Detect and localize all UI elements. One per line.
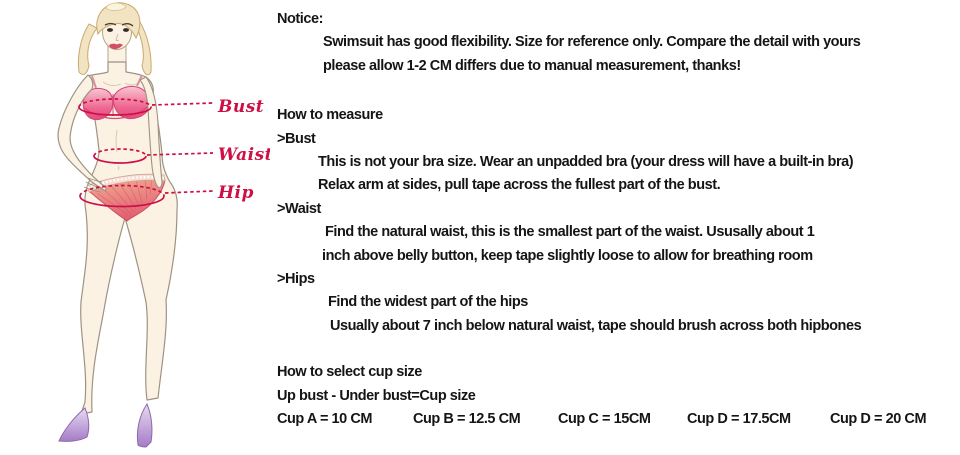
head [97,3,140,50]
waist-label: Waist [218,145,270,165]
hips-line-2: Usually about 7 inch below natural waist, tape should brush across both hipbones [330,317,862,334]
waist-line-1: Find the natural waist, this is the smallest part of the waist. Ususally about 1 [325,224,815,241]
cup-d2-value: Cup D = 20 CM [830,411,927,428]
hip-label: Hip [218,183,254,203]
bust-leader-line [152,103,213,105]
bust-section-label: >Bust [277,130,316,147]
left-shoe [59,408,89,441]
shoes [59,404,152,447]
cup-size-heading: How to select cup size [277,364,422,381]
figure-illustration [0,0,270,450]
notice-heading: Notice: [277,11,323,27]
bust-line-1: This is not your bra size. Wear an unpadded bra (your dress will have a built-in bra) [318,154,854,171]
cup-b-value: Cup B = 12.5 CM [413,411,521,428]
waist-section-label: >Waist [277,200,321,217]
bust-line-2: Relax arm at sides, pull tape across the fullest part of the bust. [318,177,721,194]
cup-c-value: Cup C = 15CM [558,411,651,428]
measurement-figure [0,0,270,450]
right-shoe [137,404,152,447]
cup-d-value: Cup D = 17.5CM [687,411,791,428]
notice-line-2: please allow 1-2 CM differs due to manual measurement, thanks! [323,57,741,74]
measurement-labels [217,97,270,203]
bust-label: Bust [218,97,265,117]
notice-line-1: Swimsuit has good flexibility. Size for reference only. Compare the detail with yours [323,34,861,51]
hips-section-label: >Hips [277,271,315,288]
cup-size-formula: Up bust - Under bust=Cup size [277,387,476,404]
instructions [277,8,957,431]
waist-line-2: inch above belly button, keep tape slightly loose to allow for breathing room [322,247,813,264]
measure-heading: How to measure [277,107,383,124]
cup-size-values [277,408,957,431]
cup-a-value: Cup A = 10 CM [277,411,372,428]
hips-line-1: Find the widest part of the hips [328,294,528,311]
